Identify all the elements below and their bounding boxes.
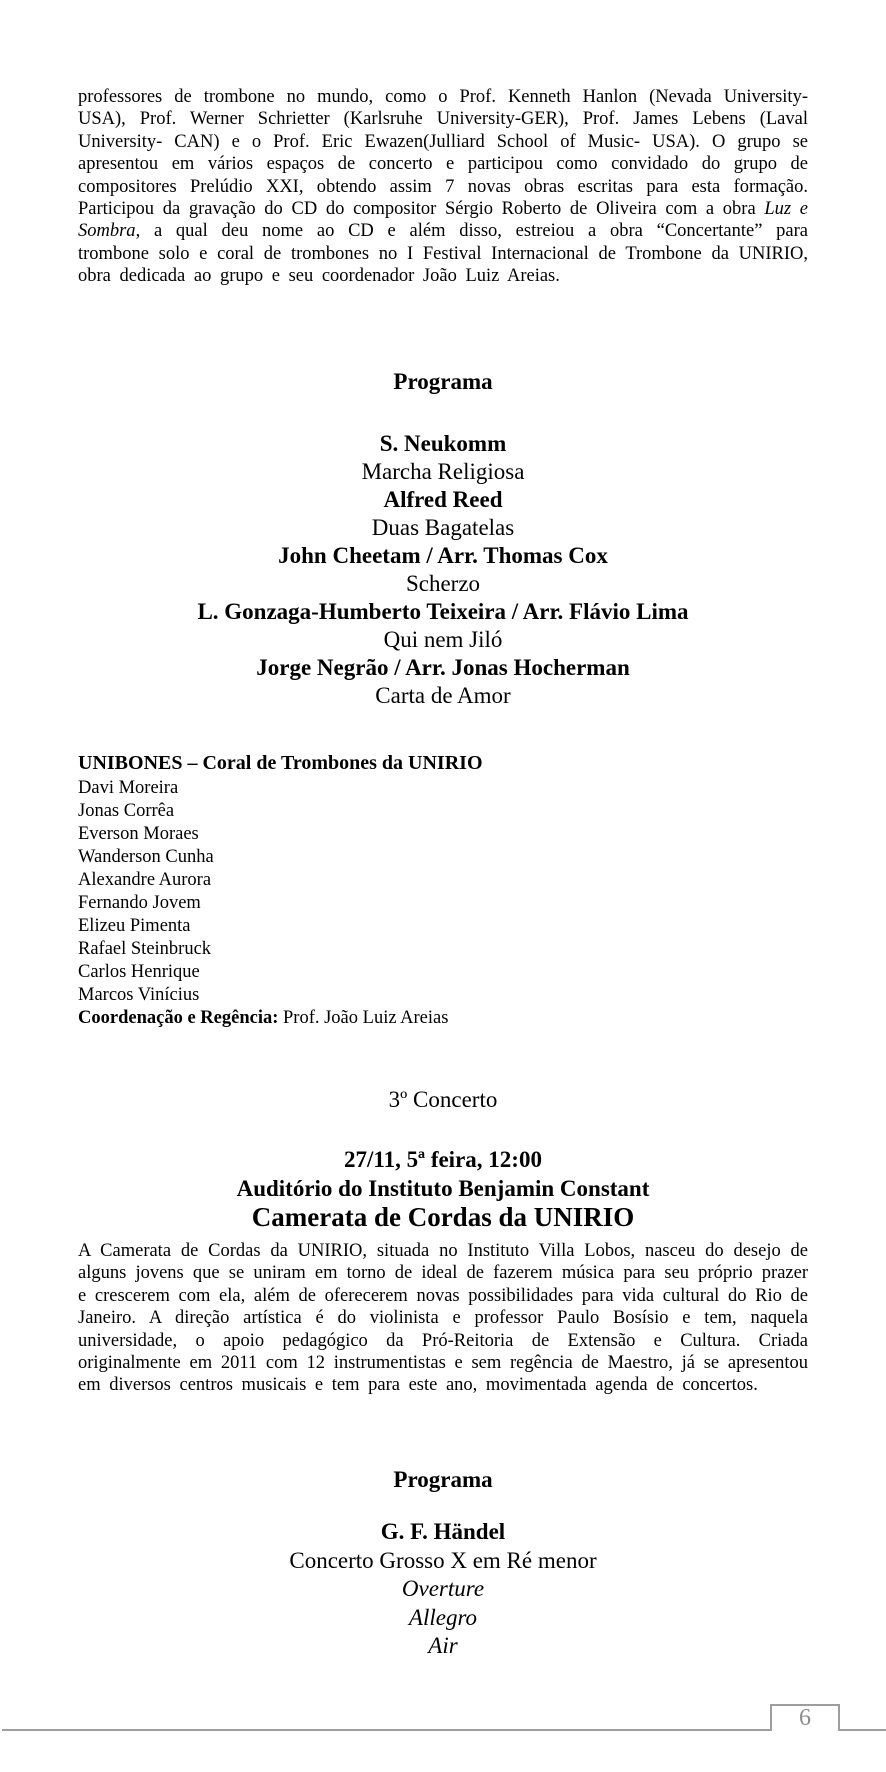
program-item-movement: Allegro	[408, 1604, 478, 1630]
coordination-label: Coordenação e Regência:	[78, 1008, 279, 1028]
program-item-piece: Duas Bagatelas	[371, 515, 515, 540]
program-item-composer: Alfred Reed	[383, 487, 503, 512]
concert-datetime: 27/11, 5ª feira, 12:00	[344, 1147, 542, 1172]
description-paragraph: A Camerata de Cordas da UNIRIO, situada no Instituto Villa Lobos, nasceu do desejo de alguns jovens que se uniram em torno de ideal de fazerem música para seu próprio prazer e crescerem com ela, além de oferecerem novas possibilidades para vida cultural do Rio de Janeiro. A direção artística é do violinista e professor Paulo Bosísio e tem, naquela universidade, o apoio pedagógico da Pró-Reitoria de Extensão e Cultura. Criada originalmente em 2011 com 12 instrumentistas e sem regência de Maestro, já se apresentou em diversos centros musicais e tem para este ano, movimentada agenda de concertos.	[78, 1241, 808, 1396]
member-name: Rafael Steinbruck	[78, 939, 212, 959]
program1-heading: Programa	[393, 369, 493, 394]
program-item-composer: G. F. Händel	[380, 1519, 506, 1544]
ensemble-heading: UNIBONES – Coral de Trombones da UNIRIO	[78, 752, 483, 774]
member-name: Everson Moraes	[78, 824, 199, 844]
coordination-value: Prof. João Luiz Areias	[278, 1008, 449, 1028]
member-name: Jonas Corrêa	[78, 801, 175, 821]
page-number-tab	[770, 1704, 840, 1731]
member-name: Carlos Henrique	[78, 962, 200, 982]
page-number: 6	[799, 1705, 811, 1731]
program-item-movement: Air	[428, 1633, 458, 1658]
member-name: Fernando Jovem	[78, 893, 201, 913]
footer-rule-right	[840, 1729, 886, 1731]
program-item-composer: S. Neukomm	[379, 431, 507, 456]
footer-rule-left	[2, 1729, 770, 1731]
program1-list	[78, 430, 808, 710]
program-item-composer: Jorge Negrão / Arr. Jonas Hocherman	[256, 655, 630, 680]
program2-heading: Programa	[393, 1467, 493, 1492]
program-item-piece: Marcha Religiosa	[361, 459, 525, 484]
program-item-movement: Overture	[401, 1576, 485, 1601]
intro-text-1: professores de trombone no mundo, como o Prof. Kenneth Hanlon (Nevada University- USA), Prof. Werner Schrietter (Karlsruhe University-GER), Prof. James Lebens (Laval University- CAN) e o Prof. Eric Ewazen(Julliard School of Music- USA). O grupo se apresentou em vários espaços de concerto e participou como convidado do grupo de compositores Prelúdio XXI, obtendo assim 7 novas obras escritas para esta formação. Participou da gravação do CD do compositor Sérgio Roberto de Oliveira com a obra	[78, 87, 808, 220]
member-name: Alexandre Aurora	[78, 870, 212, 890]
member-name: Elizeu Pimenta	[78, 916, 191, 936]
program-item-piece: Qui nem Jiló	[383, 627, 503, 652]
program-item-composer: John Cheetam / Arr. Thomas Cox	[278, 543, 608, 568]
program-item-piece: Carta de Amor	[375, 683, 511, 708]
member-name: Wanderson Cunha	[78, 847, 214, 867]
intro-text-2: , a qual deu nome ao CD e além disso, estreiou a obra “Concertante” para trombone solo e coral de trombones no I Festival Internacional de Trombone da UNIRIO, obra dedicada ao grupo e seu coordenador João Luiz Areias.	[78, 221, 808, 287]
intro-paragraph	[78, 86, 808, 288]
member-name: Marcos Vinícius	[78, 985, 200, 1005]
intro-text-italic: Luz e Sombra	[78, 199, 808, 242]
program-item-piece: Concerto Grosso X em Ré menor	[289, 1547, 597, 1573]
coordination-line	[78, 1007, 808, 1030]
program-item-composer: L. Gonzaga-Humberto Teixeira / Arr. Flávio Lima	[197, 599, 689, 624]
ensemble-member-list	[78, 777, 808, 1030]
concert-number: 3º Concerto	[388, 1087, 498, 1112]
concert-ensemble-name: Camerata de Cordas da UNIRIO	[251, 1202, 635, 1232]
concert-venue: Auditório do Instituto Benjamin Constant	[236, 1176, 650, 1201]
program-item-piece: Scherzo	[405, 571, 481, 596]
member-name: Davi Moreira	[78, 778, 179, 798]
program2-list	[78, 1518, 808, 1661]
